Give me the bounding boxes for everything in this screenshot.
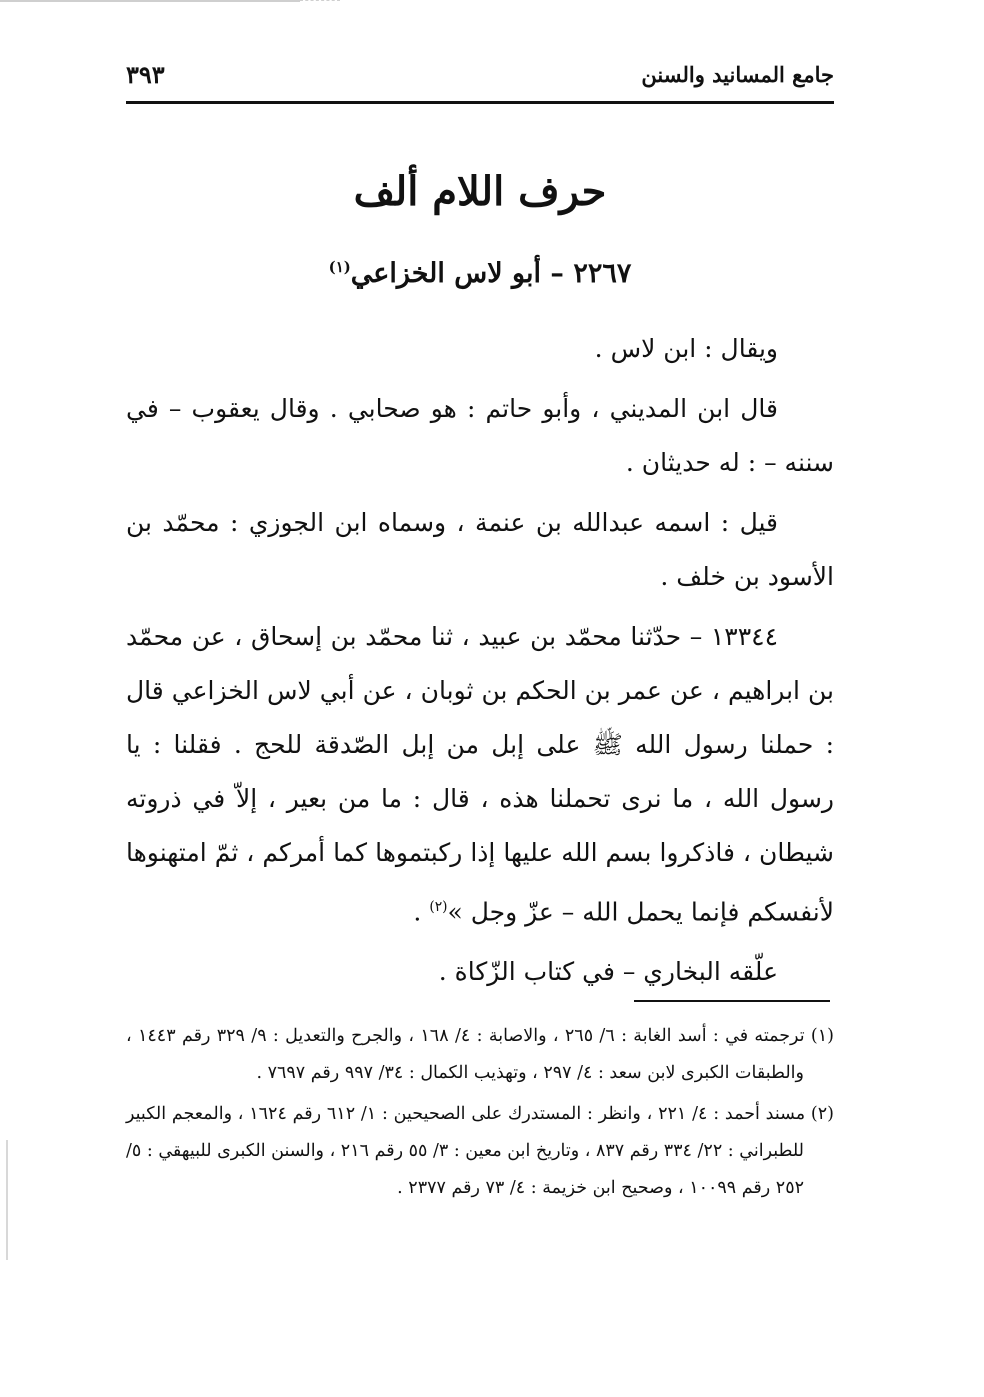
hadith-text: ١٣٣٤٤ – حدّثنا محمّد بن عبيد ، ثنا محمّد بن إسحاق ، عن محمّد بن ابراهيم ، عن عمر بن الحكم بن ثوبان ، عن أبي لاس الخزاعي قال : حملنا رسول الله ﷺ على إبل من إبل الصّدقة للحج . فقلنا : يا رسول الله ، ما نرى تحملنا هذه ، قال : ما من بعير ، إلاّ في ذروته شيطان ، فاذكروا بسم الله عليها إذا ركبتموها كما أمركم ، ثمّ امتهنوها لأنفسكم فإنما يحمل الله – عزّ وجل »	[126, 622, 834, 927]
footnote-2: (٢) مسند أحمد : ٤/ ٢٢١ ، وانظر : المستدرك على الصحيحين : ١/ ٦١٢ رقم ١٦٢٤ ، والمعجم الكبير للطبراني : ٢٢/ ٣٣٤ رقم ٨٣٧ ، وتاريخ ابن معين : ٣/ ٥٥ رقم ٢١٦ ، والسنن الكبرى للبيهقي : ٥/ ٢٥٢ رقم ١٠٠٩٩ ، وصحيح ابن خزيمة : ٤/ ٧٣ رقم ٢٣٧٧ .	[126, 1104, 834, 1198]
footnote-ref-1: (١)	[328, 258, 351, 276]
header-rule	[126, 101, 834, 104]
paragraph-name-opinions: قيل : اسمه عبدالله بن عنمة ، وسماه ابن الجوزي : محمّد بن الأسود بن خلف .	[126, 508, 834, 591]
paragraph-alt-name: ويقال : ابن لاس .	[594, 334, 778, 363]
hadith-tail: .	[413, 897, 430, 927]
footnote-1: (١) ترجمته في : أسد الغابة : ٦/ ٢٦٥ ، والاصابة : ٤/ ١٦٨ ، والجرح والتعديل : ٩/ ٣٢٩ رقم ١٤٤٣ ، والطبقات الكبرى لابن سعد : ٤/ ٢٩٧ ، وتهذيب الكمال : ٣٤/ ٩٩٧ رقم ٧٦٩٧ .	[126, 1026, 834, 1083]
entry-title-text: ٢٢٦٧ – أبو لاس الخزاعي	[350, 258, 632, 289]
paragraph-companion-status: قال ابن المديني ، وأبو حاتم : هو صحابي . وقال يعقوب – في سننه – : له حديثان .	[126, 394, 834, 477]
entry-title	[126, 258, 834, 289]
page-number: ٣٩٣	[126, 59, 165, 89]
running-title: جامع المسانيد والسنن	[641, 61, 834, 87]
paragraph-bukhari-note: علّقه البخاري – في كتاب الزّكاة .	[438, 957, 778, 987]
paragraph-hadith	[126, 610, 834, 939]
scan-edge-mark	[6, 1140, 8, 1260]
scan-artifact-line	[0, 0, 300, 2]
footnote-ref-2: (٢)	[429, 899, 448, 915]
footnote-separator	[634, 1000, 830, 1002]
footnotes	[126, 1018, 834, 1211]
page-header	[126, 52, 834, 96]
chapter-title: حرف اللام ألف	[353, 168, 607, 215]
body-text	[126, 322, 834, 1005]
scan-artifact-dashes	[300, 0, 340, 3]
